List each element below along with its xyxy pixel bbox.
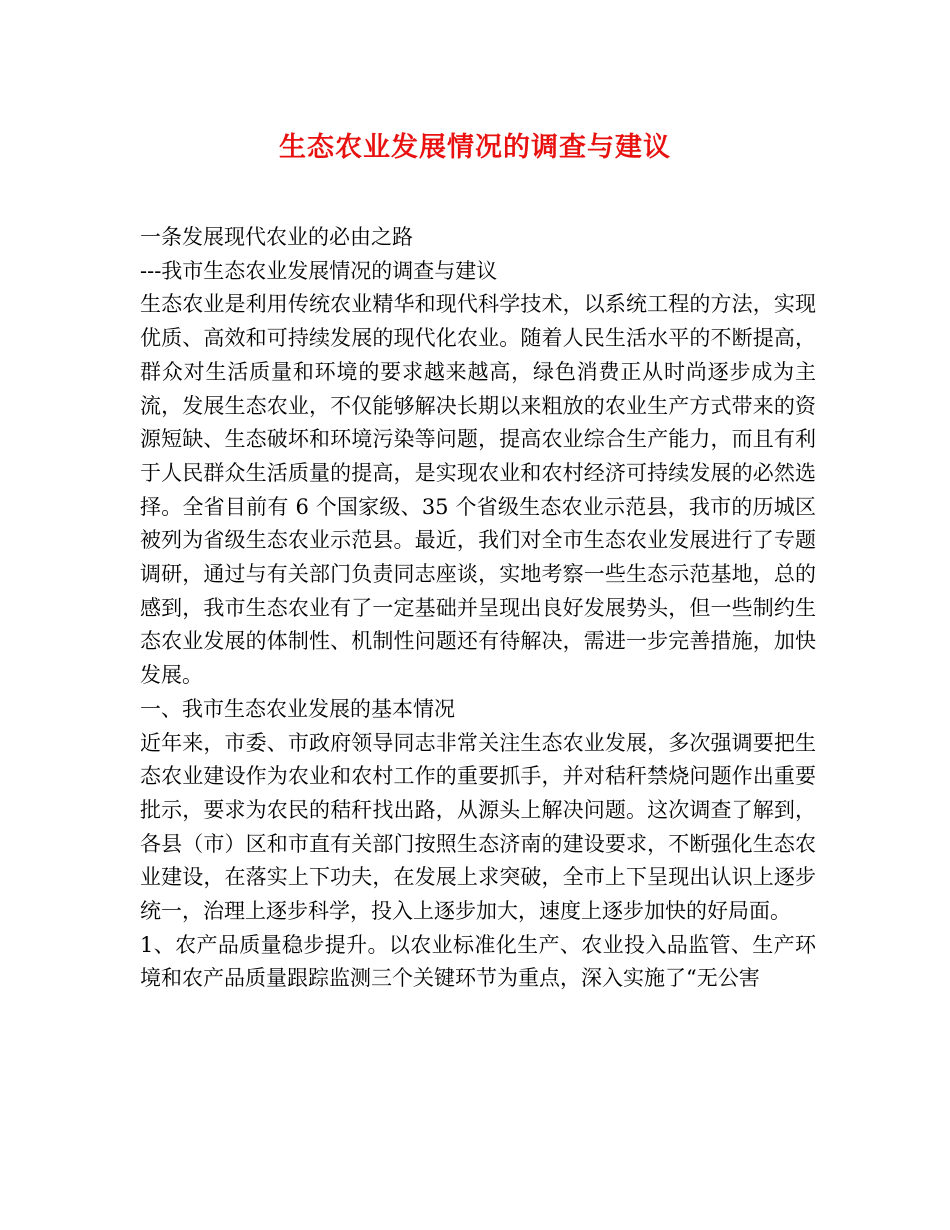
subtitle-line: 一条发展现代农业的必由之路: [140, 225, 413, 249]
subtitle-line: ---我市生态农业发展情况的调查与建议: [140, 258, 498, 283]
body-paragraph: 近年来，市委、市政府领导同志非常关注生态农业发展，多次强调要把生态农业建设作为农业和农村工作的重要抓手，并对秸秆禁烧问题作出重要批示，要求为农民的秸秆找出路，从源头上解决问题。这次调查了解到，各县（市）区和市直有关部门按照生态济南的建设要求，不断强化生态农业建设，在落实上下功夫，在发展上求突破，全市上下呈现出认识上逐步统一，治理上逐步科学，投入上逐步加大，速度上逐步加快的好局面。: [140, 730, 816, 924]
document-title: 生态农业发展情况的调查与建议: [279, 132, 671, 163]
body-paragraph: 1、农产品质量稳步提升。以农业标准化生产、农业投入品监管、生产环境和农产品质量跟踪监测三个关键环节为重点，深入实施了“无公害: [140, 932, 816, 991]
section-heading: 一、我市生态农业发展的基本情况: [140, 696, 455, 721]
body-paragraph: 生态农业是利用传统农业精华和现代科学技术，以系统工程的方法，实现优质、高效和可持续发展的现代化农业。随着人民生活水平的不断提高，群众对生活质量和环境的要求越来越高，绿色消费正从时尚逐步成为主流，发展生态农业，不仅能够解决长期以来粗放的农业生产方式带来的资源短缺、生态破坏和环境污染等问题，提高农业综合生产能力，而且有利于人民群众生活质量的提高，是实现农业和农村经济可持续发展的必然选择。全省目前有 6 个国家级、35 个省级生态农业示范县，我市的历城区被列为省级生态农业示范县。最近，我们对全市生态农业发展进行了专题调研，通过与有关部门负责同志座谈，实地考察一些生态示范基地，总的感到，我市生态农业有了一定基础并呈现出良好发展势头，但一些制约生态农业发展的体制性、机制性问题还有待解决，需进一步完善措施，加快发展。: [140, 292, 816, 688]
document-body: [140, 221, 816, 996]
